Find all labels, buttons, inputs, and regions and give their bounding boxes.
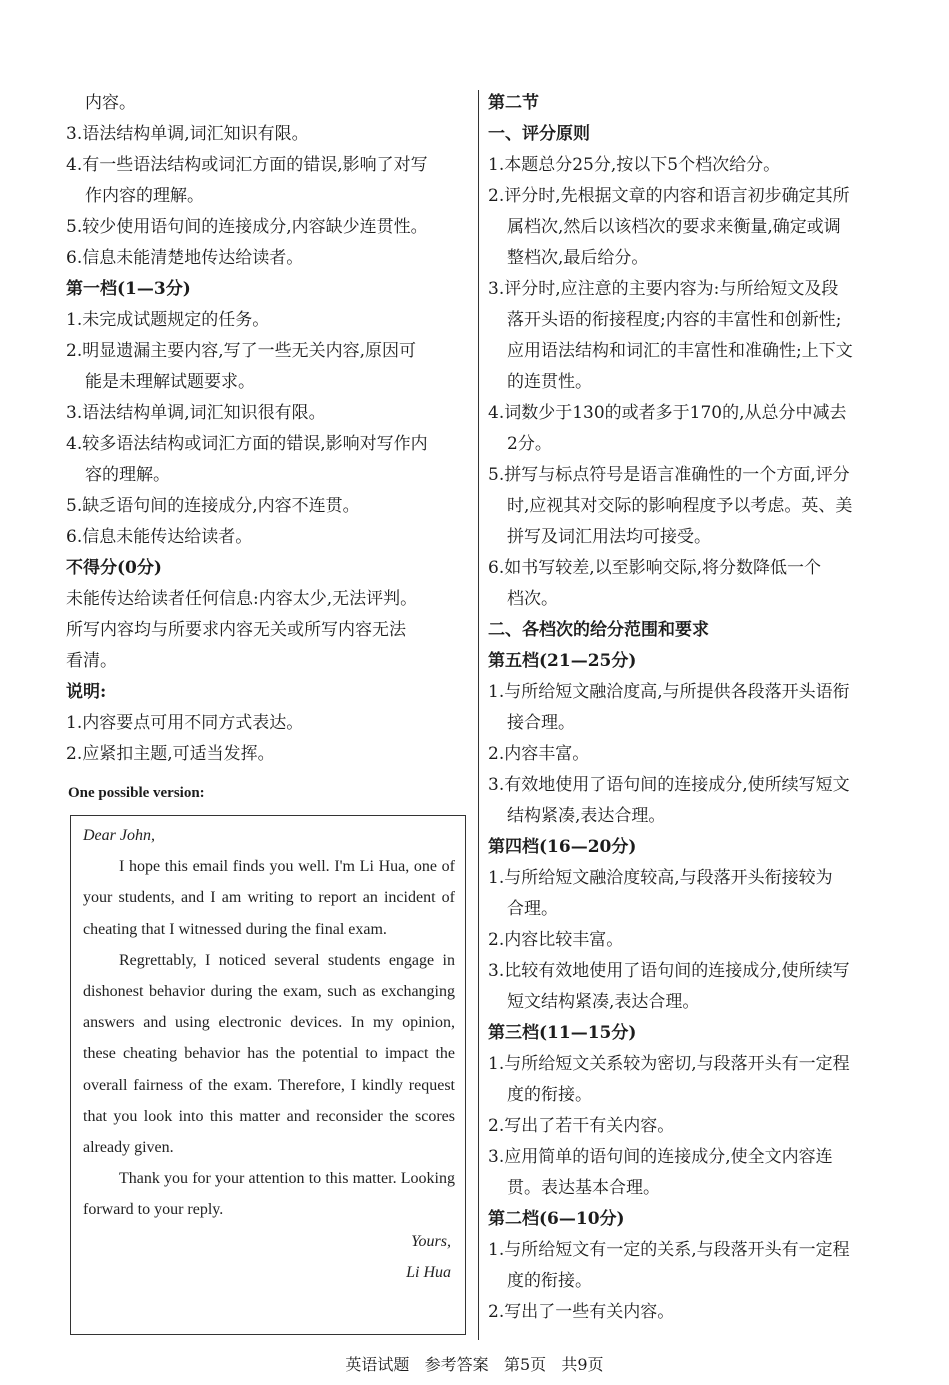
text-line: 时,应视其对交际的影响程度予以考虑。英、美: [507, 496, 853, 516]
text-line: 第四档(16—20分): [488, 837, 637, 857]
letter-paragraph-2: Regrettably, I noticed several students engage in dishonest behavior during the exam, such as exchanging answers and using electronic devices. In my opinion, these cheating behavior has the potential to impact the overall fairness of the exam. Therefore, I kindly request that you look into this matter and reconsider the scores already given.: [83, 951, 455, 1157]
text-line: 整档次,最后给分。: [507, 248, 649, 268]
text-line: 容的理解。: [85, 465, 170, 485]
text-line: 合理。: [507, 899, 558, 919]
letter-closing: Yours,: [411, 1232, 451, 1250]
text-line: 1.与所给短文融洽度较高,与段落开头衔接较为: [488, 868, 833, 888]
text-line: 短文结构紧凑,表达合理。: [507, 992, 700, 1012]
text-line: 6.信息未能传达给读者。: [66, 527, 253, 547]
text-line: 1.与所给短文关系较为密切,与段落开头有一定程: [488, 1054, 850, 1074]
text-line: 3.应用简单的语句间的连接成分,使全文内容连: [488, 1147, 833, 1167]
text-line: 度的衔接。: [507, 1085, 592, 1105]
text-line: 一、评分原则: [488, 124, 590, 144]
text-line: 档次。: [507, 589, 558, 609]
letter-salutation: Dear John,: [83, 827, 155, 844]
text-line: 4.较多语法结构或词汇方面的错误,影响对写作内: [66, 434, 428, 454]
text-line: 落开头语的衔接程度;内容的丰富性和创新性;: [507, 310, 842, 330]
page-footer: 英语试题 参考答案 第5页 共9页: [345, 1355, 604, 1374]
text-line: 5.拼写与标点符号是语言准确性的一个方面,评分: [488, 465, 850, 485]
text-line: 2.写出了一些有关内容。: [488, 1302, 675, 1322]
text-line: 第三档(11—15分): [488, 1023, 637, 1043]
text-line: 3.比较有效地使用了语句间的连接成分,使所续写: [488, 961, 850, 981]
text-line: 度的衔接。: [507, 1271, 592, 1291]
text-line: 内容。: [85, 93, 136, 113]
text-line: 2.评分时,先根据文章的内容和语言初步确定其所: [488, 186, 850, 206]
column-divider: [478, 90, 479, 1340]
text-line: 3.语法结构单调,词汇知识很有限。: [66, 403, 326, 423]
text-line: 不得分(0分): [66, 558, 162, 578]
text-line: 1.本题总分25分,按以下5个档次给分。: [488, 155, 781, 175]
text-line: 二、各档次的给分范围和要求: [488, 620, 709, 640]
text-line: 的连贯性。: [507, 372, 592, 392]
text-line: 拼写及词汇用法均可接受。: [507, 527, 711, 547]
text-line: 2.明显遗漏主要内容,写了一些无关内容,原因可: [66, 341, 417, 361]
text-line: 未能传达给读者任何信息:内容太少,无法评判。: [66, 589, 418, 609]
possible-version-label: One possible version:: [68, 785, 205, 801]
text-line: 第二节: [488, 93, 539, 113]
text-line: 5.较少使用语句间的连接成分,内容缺少连贯性。: [66, 217, 428, 237]
text-line: 6.如书写较差,以至影响交际,将分数降低一个: [488, 558, 822, 578]
sample-letter-box: [70, 815, 466, 1335]
letter-signature: Li Hua: [406, 1263, 451, 1281]
right-column: [488, 88, 893, 1328]
text-line: 4.有一些语法结构或词汇方面的错误,影响了对写: [66, 155, 428, 175]
text-line: 2分。: [507, 434, 552, 454]
text-line: 第五档(21—25分): [488, 651, 637, 671]
text-line: 2.写出了若干有关内容。: [488, 1116, 675, 1136]
text-line: 接合理。: [507, 713, 575, 733]
text-line: 1.与所给短文有一定的关系,与段落开头有一定程: [488, 1240, 850, 1260]
text-line: 2.应紧扣主题,可适当发挥。: [66, 744, 275, 764]
text-line: 2.内容丰富。: [488, 744, 590, 764]
text-line: 属档次,然后以该档次的要求来衡量,确定或调: [507, 217, 841, 237]
text-line: 4.词数少于130的或者多于170的,从总分中减去: [488, 403, 847, 423]
text-line: 说明:: [66, 682, 107, 702]
text-line: 3.有效地使用了语句间的连接成分,使所续写短文: [488, 775, 850, 795]
text-line: 6.信息未能清楚地传达给读者。: [66, 248, 304, 268]
text-line: 能是未理解试题要求。: [85, 372, 255, 392]
text-line: 第一档(1—3分): [66, 279, 191, 299]
text-line: 应用语法结构和词汇的丰富性和准确性;上下文: [507, 341, 853, 361]
text-line: 贯。表达基本合理。: [507, 1178, 660, 1198]
text-line: 1.内容要点可用不同方式表达。: [66, 713, 304, 733]
letter-paragraph-1: I hope this email finds you well. I'm Li Hua, one of your students, and I am writing to report an incident of cheating that I witnessed during the final exam.: [83, 858, 455, 938]
text-line: 1.未完成试题规定的任务。: [66, 310, 270, 330]
text-line: 5.缺乏语句间的连接成分,内容不连贯。: [66, 496, 360, 516]
text-line: 2.内容比较丰富。: [488, 930, 624, 950]
text-line: 第二档(6—10分): [488, 1209, 625, 1229]
text-line: 3.评分时,应注意的主要内容为:与所给短文及段: [488, 279, 839, 299]
text-line: 所写内容均与所要求内容无关或所写内容无法: [66, 620, 406, 640]
text-line: 1.与所给短文融洽度高,与所提供各段落开头语衔: [488, 682, 850, 702]
text-line: 结构紧凑,表达合理。: [507, 806, 666, 826]
text-line: 看清。: [66, 651, 117, 671]
text-line: 作内容的理解。: [85, 186, 204, 206]
text-line: 3.语法结构单调,词汇知识有限。: [66, 124, 309, 144]
left-column: [66, 88, 470, 770]
letter-paragraph-3: Thank you for your attention to this matter. Looking forward to your reply.: [83, 1170, 455, 1219]
